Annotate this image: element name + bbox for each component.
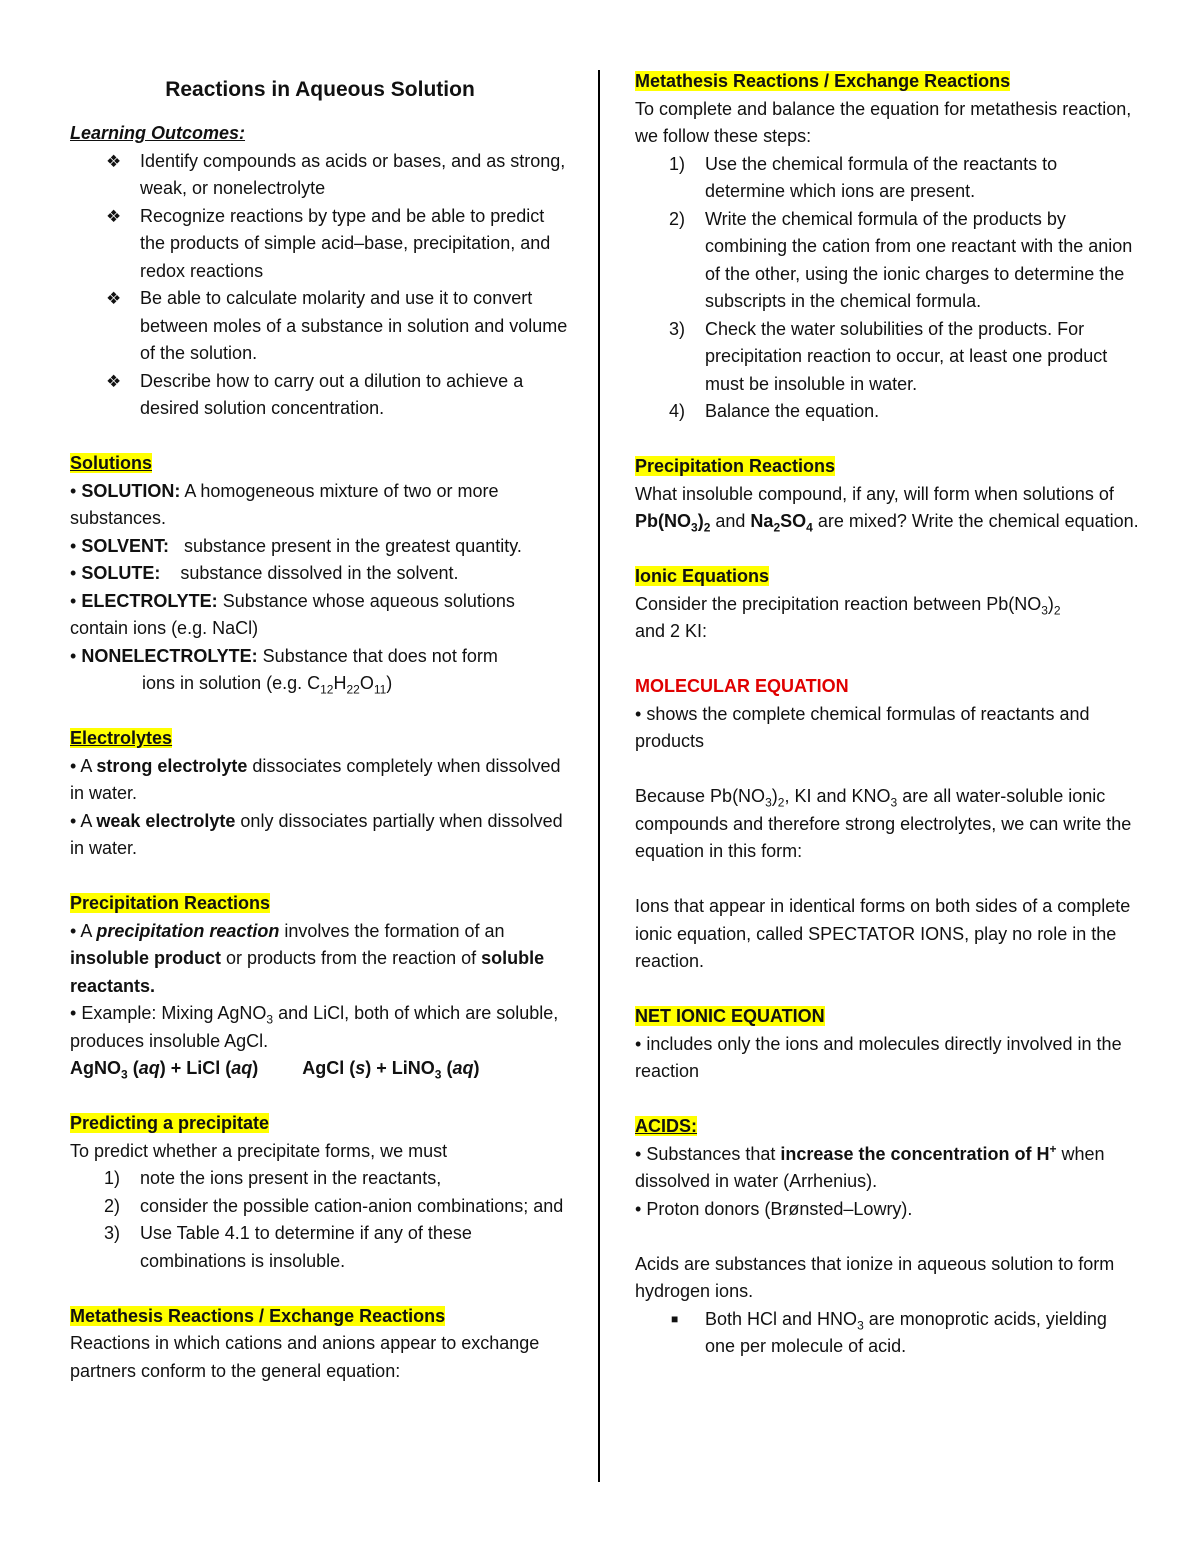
precipitation-equation: AgNO$_3$ (aq) + LiCl (aq) AgCl (s) + LiNO$_3$ (aq) (70, 1058, 480, 1082)
left-column (70, 68, 570, 1385)
solutions-heading: Solutions (70, 453, 152, 473)
list-item: ■ Both HCl and $HNO_3$ are monoprotic acids, yielding one per molecule of acid. (635, 1306, 1140, 1361)
list-item: 2) consider the possible cation-anion combinations; and (104, 1195, 564, 1216)
list-item: 1) Use the chemical formula of the reactants to determine which ions are present. (669, 153, 1058, 201)
column-divider (598, 70, 600, 1482)
list-item: 3) Check the water solubilities of the products. For precipitation reaction to occur, at least one product must be insoluble in water. (669, 318, 1108, 394)
molecular-heading: MOLECULAR EQUATION (635, 676, 849, 696)
predicting-heading: Predicting a precipitate (70, 1113, 270, 1133)
predicting-steps (70, 1165, 570, 1275)
metathesis-steps (635, 151, 1140, 426)
molecular-section (635, 673, 1140, 976)
ionic-text: Consider the precipitation reaction between $Pb(NO_3)_2$ and 2 KI: (635, 593, 1061, 641)
list-item (70, 203, 570, 286)
ionic-heading: Ionic Equations (635, 566, 770, 586)
nonelectrolyte-definition: • NONELECTROLYTE: Substance that does not form (70, 645, 498, 666)
list-item: 2) Write the chemical formula of the products by combining the cation from one reactant with the anion of the other, using the ionic charges to determine the subscripts in the chemical formula. (669, 208, 1133, 311)
molecular-bullet: • shows the complete chemical formulas of reactants and products (635, 703, 1090, 751)
precipitation-section (70, 890, 570, 1083)
outcomes-heading: Learning Outcomes: (70, 123, 246, 143)
metathesis-heading-left: Metathesis Reactions / Exchange Reactions (70, 1305, 446, 1326)
list-item: 4) Balance the equation. (669, 401, 880, 421)
acids-bullet-arrhenius: • Substances that increase the concentration of H+ when dissolved in water (Arrhenius). (635, 1141, 1105, 1191)
metathesis-heading-right: Metathesis Reactions / Exchange Reactions (635, 71, 1011, 91)
solutions-section (70, 450, 570, 698)
metathesis-section-left (70, 1303, 570, 1386)
learning-outcomes (70, 120, 570, 423)
precipitation-heading-right: Precipitation Reactions (635, 456, 836, 476)
list-item: 1) note the ions present in the reactants, (104, 1168, 442, 1188)
strong-electrolyte-item: • A strong electrolyte dissociates completely when dissolved in water. (70, 755, 561, 803)
page-title: Reactions in Aqueous Solution (165, 78, 475, 101)
diamond-bullet-icon: ❖ (106, 151, 122, 171)
solvent-definition: • SOLVENT: substance present in the greatest quantity. (70, 535, 522, 556)
net-ionic-heading: NET IONIC EQUATION (635, 1006, 825, 1026)
precipitation-question-section (635, 453, 1140, 536)
list-item (70, 368, 570, 423)
ionic-section (635, 563, 1140, 646)
outcome-text: Describe how to carry out a dilution to achieve a desired solution concentration. (140, 370, 524, 418)
diamond-bullet-icon: ❖ (106, 371, 122, 391)
predicting-section (70, 1110, 570, 1275)
electrolytes-heading: Electrolytes (70, 728, 173, 748)
acids-heading: ACIDS: (635, 1116, 697, 1136)
solute-definition: • SOLUTE: substance dissolved in the solvent. (70, 563, 459, 583)
net-ionic-bullet: • includes only the ions and molecules directly involved in the reaction (635, 1033, 1122, 1081)
precipitation-question: What insoluble compound, if any, will form when solutions of $Pb(NO_3)_2$ and $Na_2SO_4$ are mixed? Write the chemical equation. (635, 483, 1139, 535)
diamond-bullet-icon: ❖ (106, 289, 122, 308)
acids-paragraph: Acids are substances that ionize in aqueous solution to form hydrogen ions. (635, 1253, 1115, 1301)
spectator-ions-text: Ions that appear in identical forms on both sides of a complete ionic equation, called SPECTATOR IONS, play no role in the reaction. (635, 896, 1131, 971)
outcome-text: Recognize reactions by type and be able to predict the products of simple acid–base, precipitation, and redox reactions (140, 205, 551, 281)
metathesis-intro: To complete and balance the equation for metathesis reaction, we follow these steps: (635, 98, 1132, 146)
acids-bullet-bronsted: • Proton donors (Brønsted–Lowry). (635, 1198, 913, 1219)
outcomes-list (70, 148, 570, 423)
acids-list (635, 1306, 1140, 1361)
electrolytes-section (70, 725, 570, 863)
weak-electrolyte-item: • A weak electrolyte only dissociates partially when dissolved in water. (70, 810, 563, 858)
diamond-bullet-icon: ❖ (106, 206, 122, 226)
solution-definition: • SOLUTION: A homogeneous mixture of two or more substances. (70, 480, 499, 528)
list-item (70, 285, 570, 368)
metathesis-section-right (635, 68, 1140, 426)
metathesis-text: Reactions in which cations and anions appear to exchange partners conform to the general equation: (70, 1333, 540, 1381)
square-bullet-icon: ■ (671, 1311, 679, 1326)
right-column (635, 68, 1140, 1361)
list-item: 3) Use Table 4.1 to determine if any of these combinations is insoluble. (104, 1223, 472, 1271)
electrolyte-definition: • ELECTROLYTE: Substance whose aqueous solutions contain ions (e.g. NaCl) (70, 590, 515, 638)
nonelectrolyte-definition-cont: ions in solution (e.g. $C_{12}H_{22}O_{11}$) (142, 673, 393, 697)
molecular-because: Because $Pb(NO_3)_2$, KI and $KNO_3$ are all water-soluble ionic compounds and therefore strong electrolytes, we can write the equation in this form: (635, 786, 1132, 861)
outcome-text: Identify compounds as acids or bases, and as strong, weak, or nonelectrolyte (140, 150, 566, 198)
predicting-intro: To predict whether a precipitate forms, we must (70, 1140, 448, 1161)
precipitation-example: • Example: Mixing AgNO$_3$ and LiCl, both of which are soluble, produces insoluble AgCl. (70, 1003, 559, 1051)
precipitation-definition: • A precipitation reaction involves the formation of an insoluble product or products from the reaction of soluble reactants. (70, 920, 545, 996)
net-ionic-section (635, 1003, 1140, 1086)
outcome-text: Be able to calculate molarity and use it to convert between moles of a substance in solution and volume of the solution. (140, 288, 568, 363)
list-item (70, 148, 570, 203)
precipitation-heading: Precipitation Reactions (70, 893, 271, 913)
acids-section (635, 1113, 1140, 1361)
